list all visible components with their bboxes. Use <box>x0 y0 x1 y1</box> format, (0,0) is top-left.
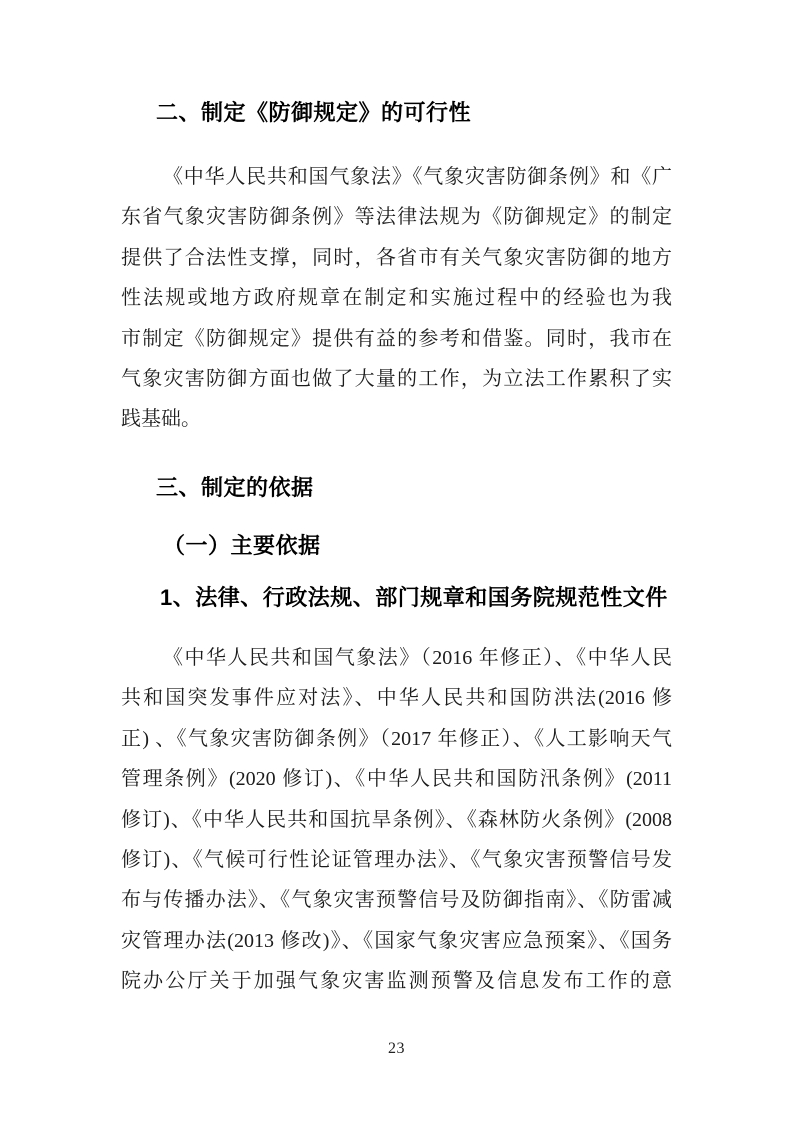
text-line: 灾管理办法(2013 修改)》、《国家气象灾害应急预案》、《国务 <box>121 929 672 952</box>
page-number: 23 <box>388 1040 405 1057</box>
text-line: 市制定《防御规定》提供有益的参考和借鉴。同时，我市在 <box>121 327 672 350</box>
text-line: 性法规或地方政府规章在制定和实施过程中的经验也为我 <box>121 287 672 310</box>
text-line: 践基础。 <box>121 408 201 431</box>
text-line: 院办公厅关于加强气象灾害监测预警及信息发布工作的意 <box>121 970 672 993</box>
text-line: 共和国突发事件应对法》、中华人民共和国防洪法(2016 修 <box>121 687 672 710</box>
text-line: 《中华人民共和国气象法》《气象灾害防御条例》和《广 <box>163 166 672 188</box>
subsection-heading-laws: 1、法律、行政法规、部门规章和国务院规范性文件 <box>160 585 668 610</box>
paragraph-laws <box>121 638 672 1002</box>
text-line: 提供了合法性支撑，同时，各省市有关气象灾害防御的地方 <box>121 246 672 269</box>
text-line: 修订)、《气候可行性论证管理办法》、《气象灾害预警信号发 <box>121 848 672 871</box>
text-line: 管理条例》(2020 修订)、《中华人民共和国防汛条例》(2011 <box>121 768 672 791</box>
paragraph-feasibility <box>121 157 672 440</box>
section-heading-basis: 三、制定的依据 <box>156 475 314 500</box>
subsection-heading-main-basis: （一）主要依据 <box>163 533 321 558</box>
text-line: 《中华人民共和国气象法》（2016 年修正）、《中华人民 <box>163 647 672 669</box>
text-line: 气象灾害防御方面也做了大量的工作，为立法工作累积了实 <box>121 367 672 390</box>
text-line: 正) 、《气象灾害防御条例》（2017 年修正）、《人工影响天气 <box>121 727 672 750</box>
text-line: 东省气象灾害防御条例》等法律法规为《防御规定》的制定 <box>121 206 672 229</box>
text-line: 布与传播办法》、《气象灾害预警信号及防御指南》、《防雷减 <box>121 889 672 912</box>
section-heading-feasibility: 二、制定《防御规定》的可行性 <box>156 100 472 125</box>
text-line: 修订)、《中华人民共和国抗旱条例》、《森林防火条例》(2008 <box>121 808 672 831</box>
